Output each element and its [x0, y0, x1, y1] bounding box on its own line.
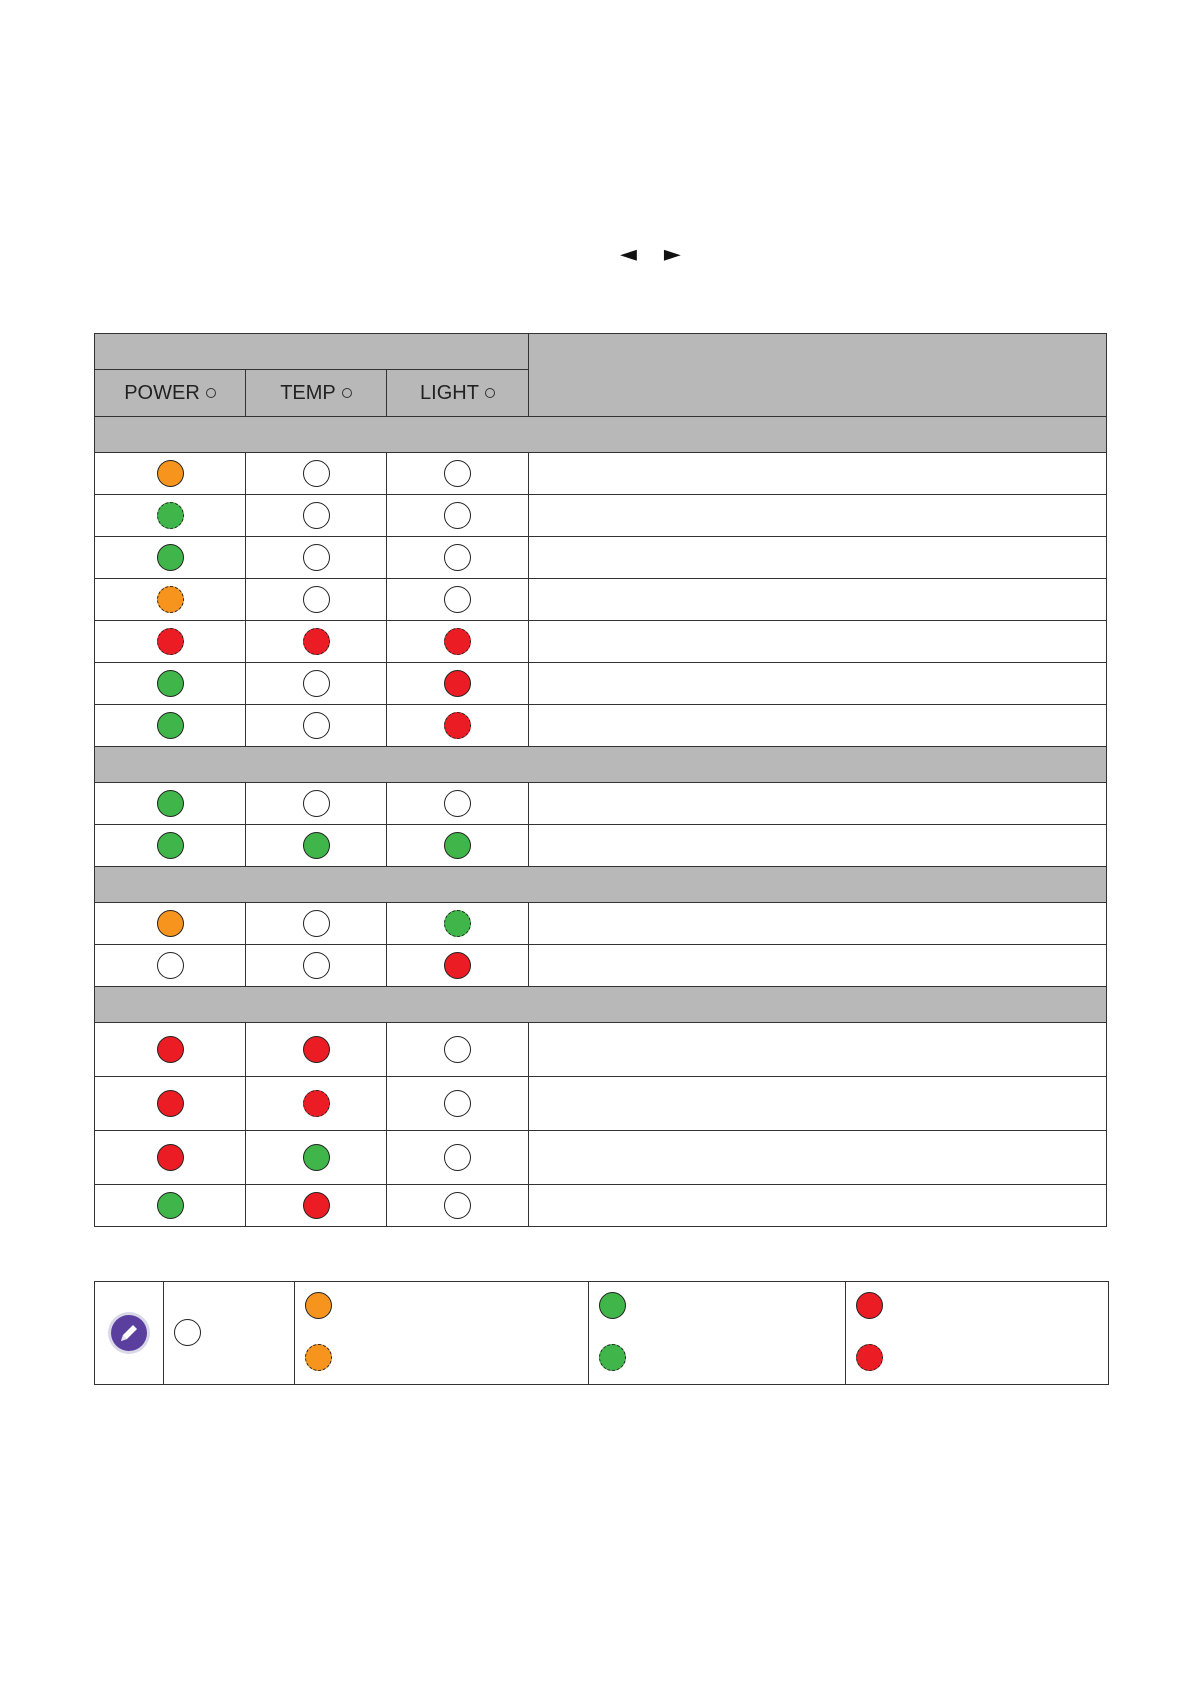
status-cell	[529, 1131, 1107, 1185]
green-led-icon	[157, 1192, 184, 1219]
status-cell	[529, 783, 1107, 825]
led-cell	[387, 579, 529, 621]
table-row	[95, 945, 1107, 987]
off-led-icon	[444, 790, 471, 817]
status-cell	[529, 495, 1107, 537]
red-flash-led-icon	[303, 628, 330, 655]
led-cell	[246, 903, 387, 945]
off-led-icon	[303, 502, 330, 529]
left-right-arrow-keys: ◄ ►	[620, 242, 691, 267]
green-led-icon	[157, 544, 184, 571]
off-led-icon	[303, 586, 330, 613]
led-cell	[246, 579, 387, 621]
status-cell	[529, 1077, 1107, 1131]
status-cell	[529, 705, 1107, 747]
off-led-icon	[444, 1090, 471, 1117]
led-cell	[246, 1185, 387, 1227]
table-row	[95, 903, 1107, 945]
legend-off	[164, 1282, 295, 1385]
off-led-icon	[444, 1144, 471, 1171]
green-led-icon	[157, 790, 184, 817]
red-flash-led-icon	[157, 628, 184, 655]
led-cell	[246, 783, 387, 825]
green-led-icon	[157, 712, 184, 739]
led-cell	[246, 537, 387, 579]
status-cell	[529, 903, 1107, 945]
led-cell	[95, 945, 246, 987]
green-flash-led-icon	[157, 502, 184, 529]
indicator-group-header	[95, 334, 529, 370]
status-cell	[529, 945, 1107, 987]
red-led-icon	[157, 1090, 184, 1117]
orange-led-icon	[157, 910, 184, 937]
status-header	[529, 334, 1107, 417]
led-cell	[246, 705, 387, 747]
off-led-icon	[444, 460, 471, 487]
table-row	[95, 1023, 1107, 1077]
led-cell	[387, 621, 529, 663]
green-led-icon	[157, 832, 184, 859]
off-led-icon	[444, 502, 471, 529]
led-cell	[246, 1131, 387, 1185]
led-cell	[95, 1023, 246, 1077]
led-cell	[387, 663, 529, 705]
led-cell	[246, 621, 387, 663]
table-row	[95, 1185, 1107, 1227]
table-row	[95, 783, 1107, 825]
led-cell	[95, 621, 246, 663]
section-header-row	[95, 987, 1107, 1023]
off-led-icon	[303, 910, 330, 937]
led-cell	[95, 453, 246, 495]
legend-orange	[295, 1282, 589, 1385]
status-cell	[529, 621, 1107, 663]
led-cell	[95, 783, 246, 825]
red-flash-led-icon	[444, 712, 471, 739]
red-led-icon	[856, 1292, 883, 1319]
section-header-row	[95, 867, 1107, 903]
led-cell	[95, 663, 246, 705]
off-led-icon	[444, 586, 471, 613]
led-cell	[387, 495, 529, 537]
led-cell	[387, 783, 529, 825]
led-cell	[95, 1185, 246, 1227]
led-cell	[387, 825, 529, 867]
legend-red	[846, 1282, 1109, 1385]
off-led-icon	[303, 952, 330, 979]
off-led-icon	[157, 952, 184, 979]
table-row	[95, 537, 1107, 579]
green-flash-led-icon	[599, 1344, 626, 1371]
status-cell	[529, 1185, 1107, 1227]
power-column-header: POWER	[95, 370, 246, 417]
led-cell	[387, 705, 529, 747]
led-cell	[246, 663, 387, 705]
led-cell	[387, 1185, 529, 1227]
red-flash-led-icon	[303, 1090, 330, 1117]
green-flash-led-icon	[444, 910, 471, 937]
pencil-note-icon	[107, 1311, 151, 1355]
table-row	[95, 1131, 1107, 1185]
led-cell	[246, 945, 387, 987]
led-cell	[387, 1023, 529, 1077]
orange-led-icon	[305, 1292, 332, 1319]
table-row	[95, 495, 1107, 537]
led-legend-note	[94, 1281, 1109, 1385]
led-cell	[95, 1077, 246, 1131]
led-cell	[95, 537, 246, 579]
table-row	[95, 663, 1107, 705]
orange-flash-led-icon	[305, 1344, 332, 1371]
status-cell	[529, 537, 1107, 579]
red-led-icon	[444, 952, 471, 979]
section-header-row	[95, 417, 1107, 453]
off-led-icon	[174, 1319, 201, 1346]
legend-green	[589, 1282, 846, 1385]
led-cell	[387, 945, 529, 987]
table-row	[95, 1077, 1107, 1131]
led-cell	[246, 1077, 387, 1131]
led-cell	[246, 453, 387, 495]
led-cell	[95, 825, 246, 867]
green-led-icon	[303, 1144, 330, 1171]
led-cell	[95, 1131, 246, 1185]
light-column-header: LIGHT	[387, 370, 529, 417]
led-cell	[95, 903, 246, 945]
off-led-icon	[444, 544, 471, 571]
red-led-icon	[157, 1036, 184, 1063]
temp-indicator-icon	[342, 388, 352, 398]
off-led-icon	[303, 790, 330, 817]
red-led-icon	[303, 1036, 330, 1063]
red-flash-led-icon	[444, 628, 471, 655]
red-led-icon	[303, 1192, 330, 1219]
led-cell	[95, 579, 246, 621]
red-led-icon	[444, 670, 471, 697]
green-led-icon	[157, 670, 184, 697]
off-led-icon	[303, 712, 330, 739]
status-cell	[529, 1023, 1107, 1077]
led-cell	[246, 1023, 387, 1077]
light-indicator-icon	[485, 388, 495, 398]
orange-flash-led-icon	[157, 586, 184, 613]
power-indicator-icon	[206, 388, 216, 398]
green-led-icon	[303, 832, 330, 859]
table-row	[95, 825, 1107, 867]
off-led-icon	[303, 670, 330, 697]
led-cell	[387, 1131, 529, 1185]
note-icon-cell	[95, 1282, 164, 1385]
led-cell	[246, 495, 387, 537]
table-row	[95, 705, 1107, 747]
led-cell	[95, 705, 246, 747]
red-led-icon	[157, 1144, 184, 1171]
led-cell	[387, 903, 529, 945]
green-led-icon	[444, 832, 471, 859]
table-row	[95, 621, 1107, 663]
table-row	[95, 579, 1107, 621]
led-cell	[387, 537, 529, 579]
green-led-icon	[599, 1292, 626, 1319]
indicator-table	[94, 333, 1107, 1227]
orange-led-icon	[157, 460, 184, 487]
off-led-icon	[444, 1192, 471, 1219]
temp-column-header: TEMP	[246, 370, 387, 417]
off-led-icon	[303, 460, 330, 487]
red-flash-led-icon	[856, 1344, 883, 1371]
off-led-icon	[303, 544, 330, 571]
off-led-icon	[444, 1036, 471, 1063]
status-cell	[529, 825, 1107, 867]
status-cell	[529, 453, 1107, 495]
section-header-row	[95, 747, 1107, 783]
led-cell	[246, 825, 387, 867]
led-cell	[387, 453, 529, 495]
status-cell	[529, 579, 1107, 621]
table-row	[95, 453, 1107, 495]
status-cell	[529, 663, 1107, 705]
led-cell	[95, 495, 246, 537]
led-cell	[387, 1077, 529, 1131]
